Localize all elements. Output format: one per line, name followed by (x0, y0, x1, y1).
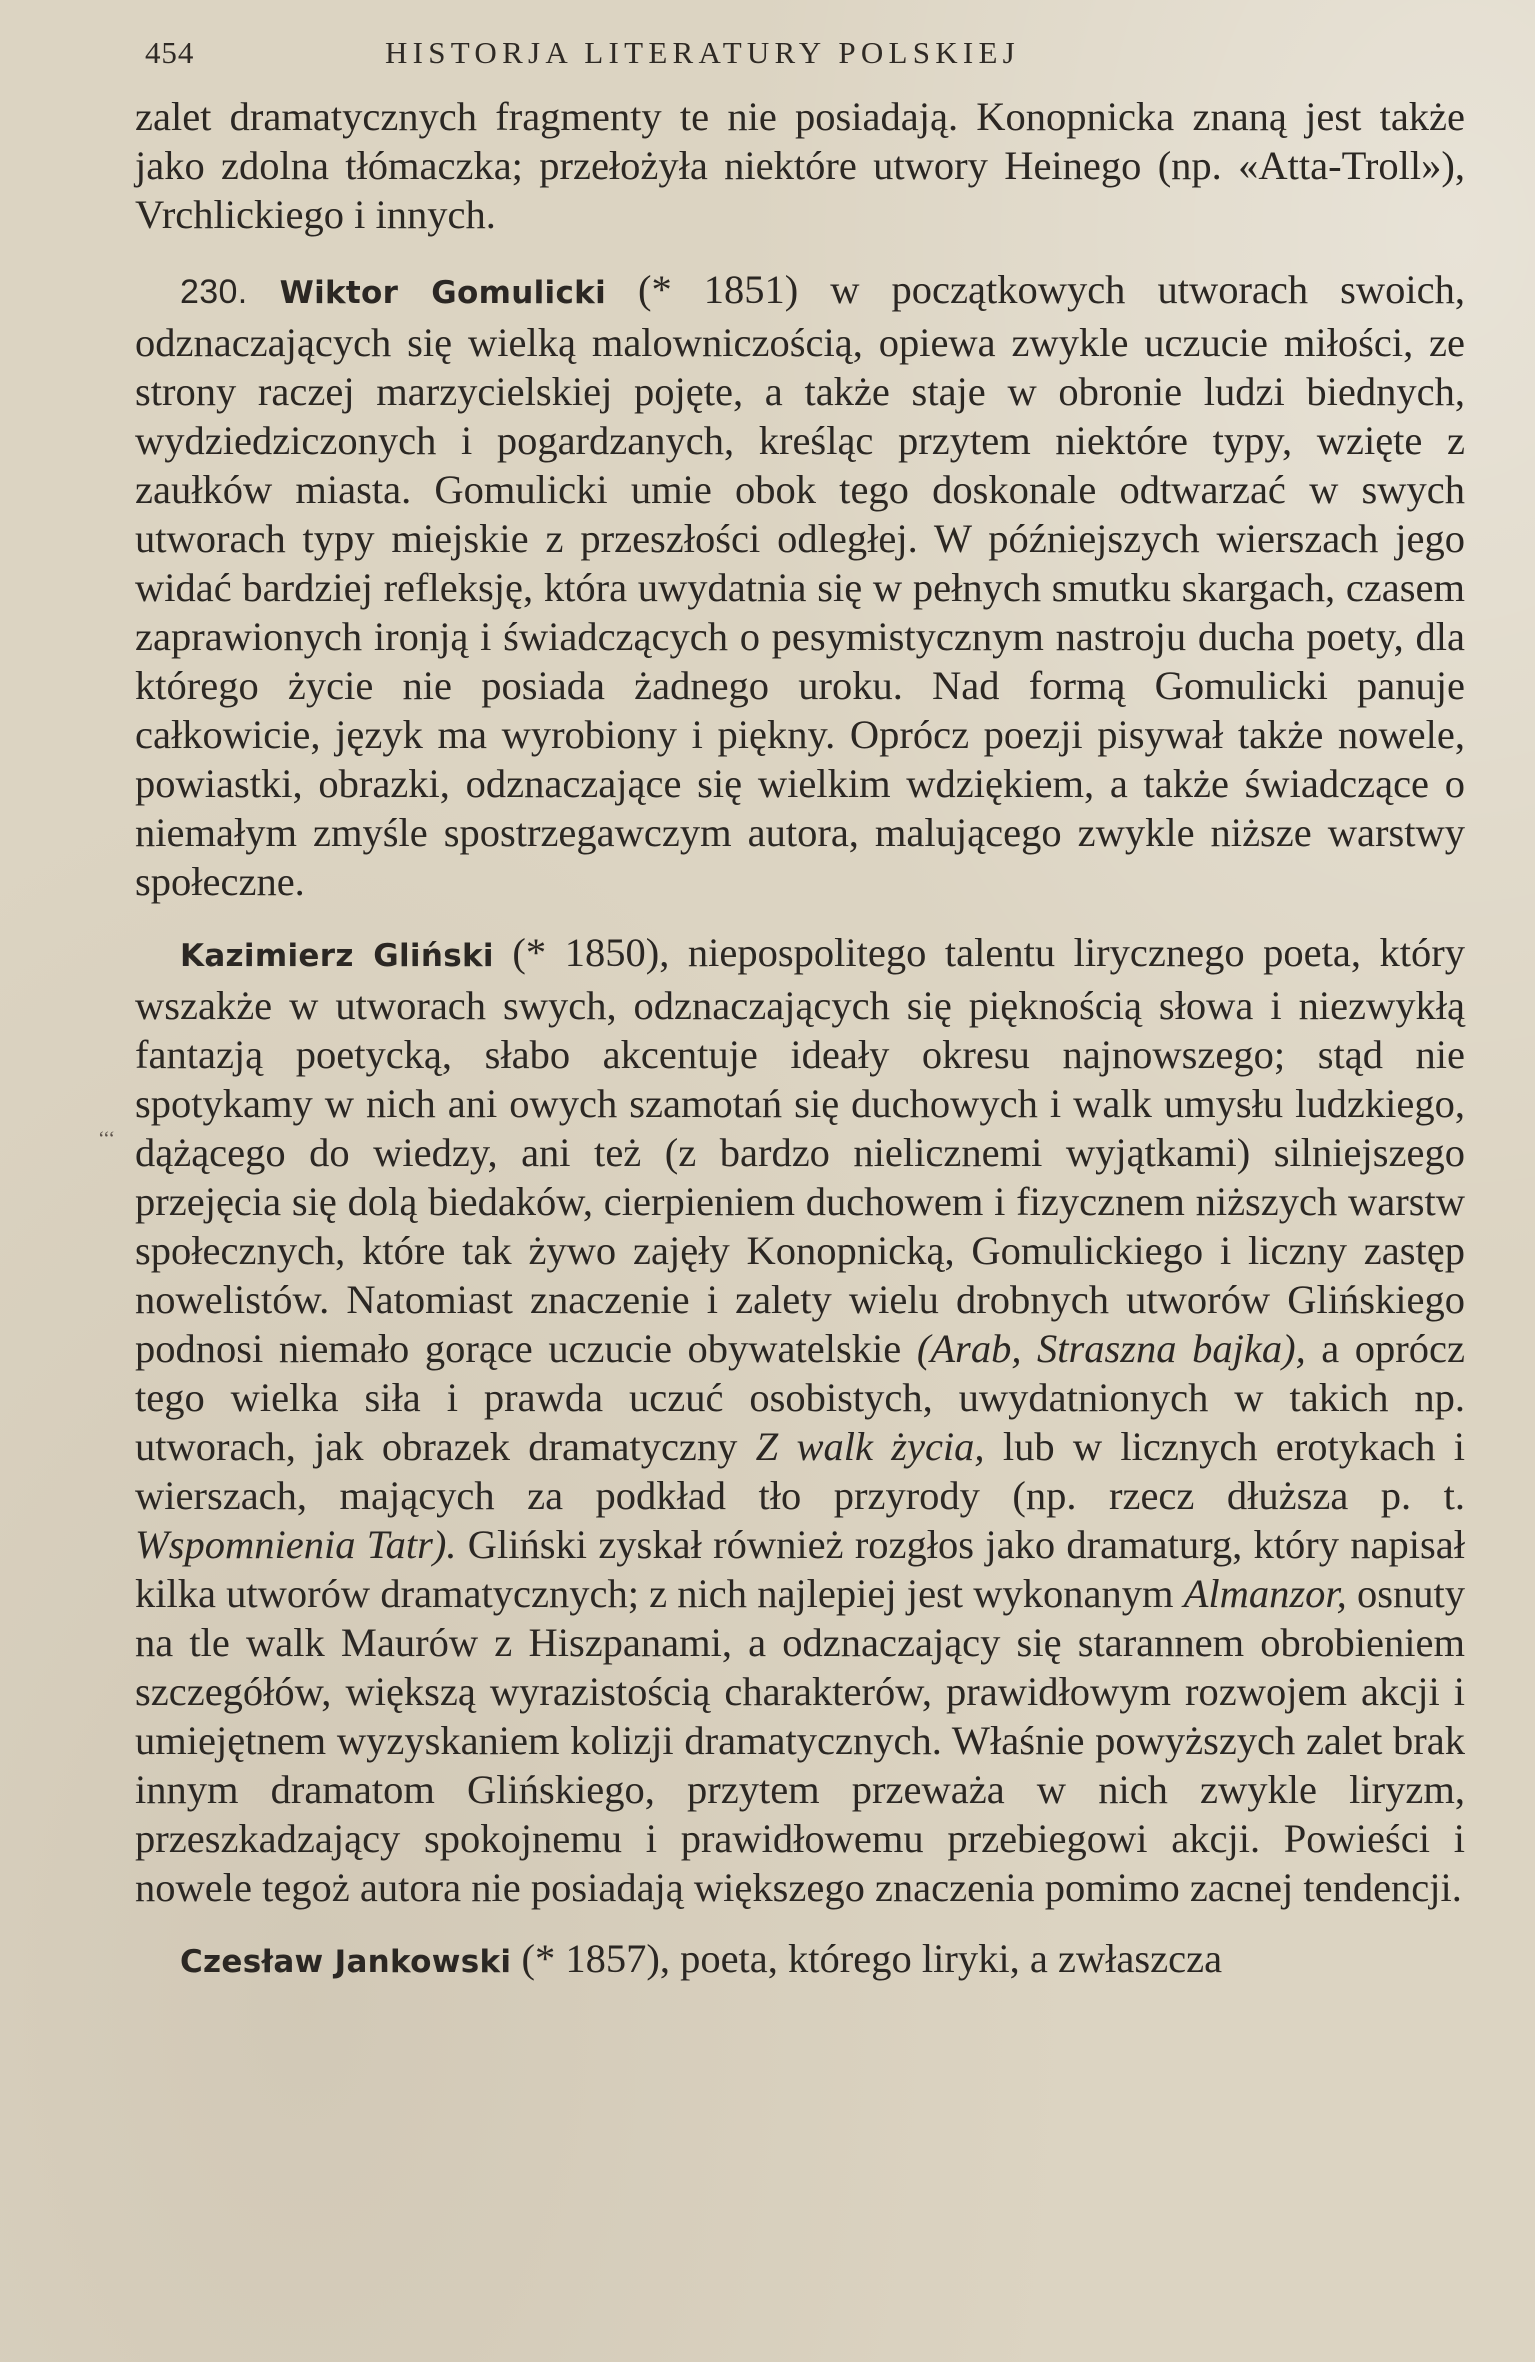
section-230-gomulicki (135, 265, 1465, 906)
paragraph-continuation: zalet dramatycznych fragmenty te nie posiadają. Konopnicka znaną jest także jako zdolna tłómaczka; przełożyła niektóre utwory Heinego (np. «Atta-Troll»), Vrchlickiego i innych. (135, 94, 1465, 237)
work-title-italic: Almanzor, (1183, 1571, 1347, 1616)
work-title-italic: Wspomnienia Tatr). (135, 1522, 457, 1567)
margin-mark: ‘‘‘ (98, 1128, 116, 1150)
author-name-gomulicki: Wiktor Gomulicki (279, 275, 607, 311)
author-name-jankowski: Czesław Jankowski (180, 1944, 512, 1980)
paragraph-jankowski (135, 1934, 1465, 1987)
paragraph-text: Gliński zyskał również rozgłos jako dramaturg, który napisał kilka utworów dramatycznych; z nich najlepiej jest wykonanym (135, 1522, 1465, 1616)
paragraph-text: (* 1850), niepospolitego talentu lirycznego poeta, który wszakże w utworach swych, odznaczających się pięknością słowa i niezwykłą fantazją poetycką, słabo akcentuje ideały okresu najnowszego; stąd nie spotykamy w nich ani owych szamotań się duchowych i walk umysłu ludzkiego, dążącego do wiedzy, ani też (z bardzo nielicznemi wyjątkami) silniejszego przejęcia się dolą biedaków, cierpieniem duchowem i fizycznem niższych warstw społecznych, które tak żywo zajęły Konopnicką, Gomulickiego i liczny zastęp nowelistów. Natomiast znaczenie i zalety wielu drobnych utworów Glińskiego podnosi niemało gorące uczucie obywatelskie (135, 930, 1466, 1371)
paragraph-text: osnuty na tle walk Maurów z Hiszpanami, a odznaczający się starannem obrobieniem szczegółów, większą wyrazistością charakterów, prawidłowym rozwojem akcji i umiejętnem wyzyskaniem kolizji dramatycznych. Właśnie powyższych zalet brak innym dramatom Glińskiego, przytem przeważa w nich zwykle liryzm, przeszkadzający spokojnemu i prawidłowemu przebiegowi akcji. Powieści i nowele tegoż autora nie posiadają większego znaczenia pomimo zacnej tendencji. (135, 1571, 1465, 1910)
page-body (135, 92, 1465, 1987)
paragraph-glinski (135, 928, 1465, 1912)
page-number: 454 (145, 35, 195, 70)
running-title: HISTORJA LITERATURY POLSKIEJ (385, 35, 1020, 70)
paragraph-text: (* 1851) w początkowych utworach swoich, odznaczających się wielką malowniczością, opiewa zwykle uczucie miłości, ze strony raczej marzycielskiej pojęte, a także staje w obronie ludzi biednych, wydziedziczonych i pogardzanych, kreśląc przytem niektóre typy, wzięte z zaułków miasta. Gomulicki umie obok tego doskonale odtwarzać w swych utworach typy miejskie z przeszłości odległej. W późniejszych wierszach jego widać bardziej refleksję, która uwydatnia się w pełnych smutku skargach, czasem zaprawionych ironją i świadczących o pesymistycznym nastroju ducha poety, dla którego życie nie posiada żadnego uroku. Nad formą Gomulicki panuje całkowicie, język ma wyrobiony i piękny. Oprócz poezji pisywał także nowele, powiastki, obrazki, odznaczające się wielkim wdziękiem, a także świadczące o niemałym zmyśle spostrzegawczym autora, malującego zwykle niższe warstwy społeczne. (135, 267, 1466, 904)
work-title-italic: Z walk życia, (755, 1424, 985, 1469)
paragraph-text: lub w licznych erotykach i wierszach, mających za podkład tło przyrody (np. rzecz dłuższa p. t. (135, 1424, 1465, 1518)
page-header (135, 18, 1465, 88)
paragraph-text: a oprócz tego wielka siła i prawda uczuć osobistych, uwydatnionych w takich np. utworach, jak obrazek dramatyczny (135, 1326, 1465, 1469)
section-number: 230. (180, 273, 248, 311)
paragraph-text: (* 1857), poeta, którego liryki, a zwłaszcza (511, 1936, 1223, 1981)
work-title-italic: (Arab, Straszna bajka), (916, 1326, 1306, 1371)
author-name-glinski: Kazimierz Gliński (180, 938, 494, 974)
